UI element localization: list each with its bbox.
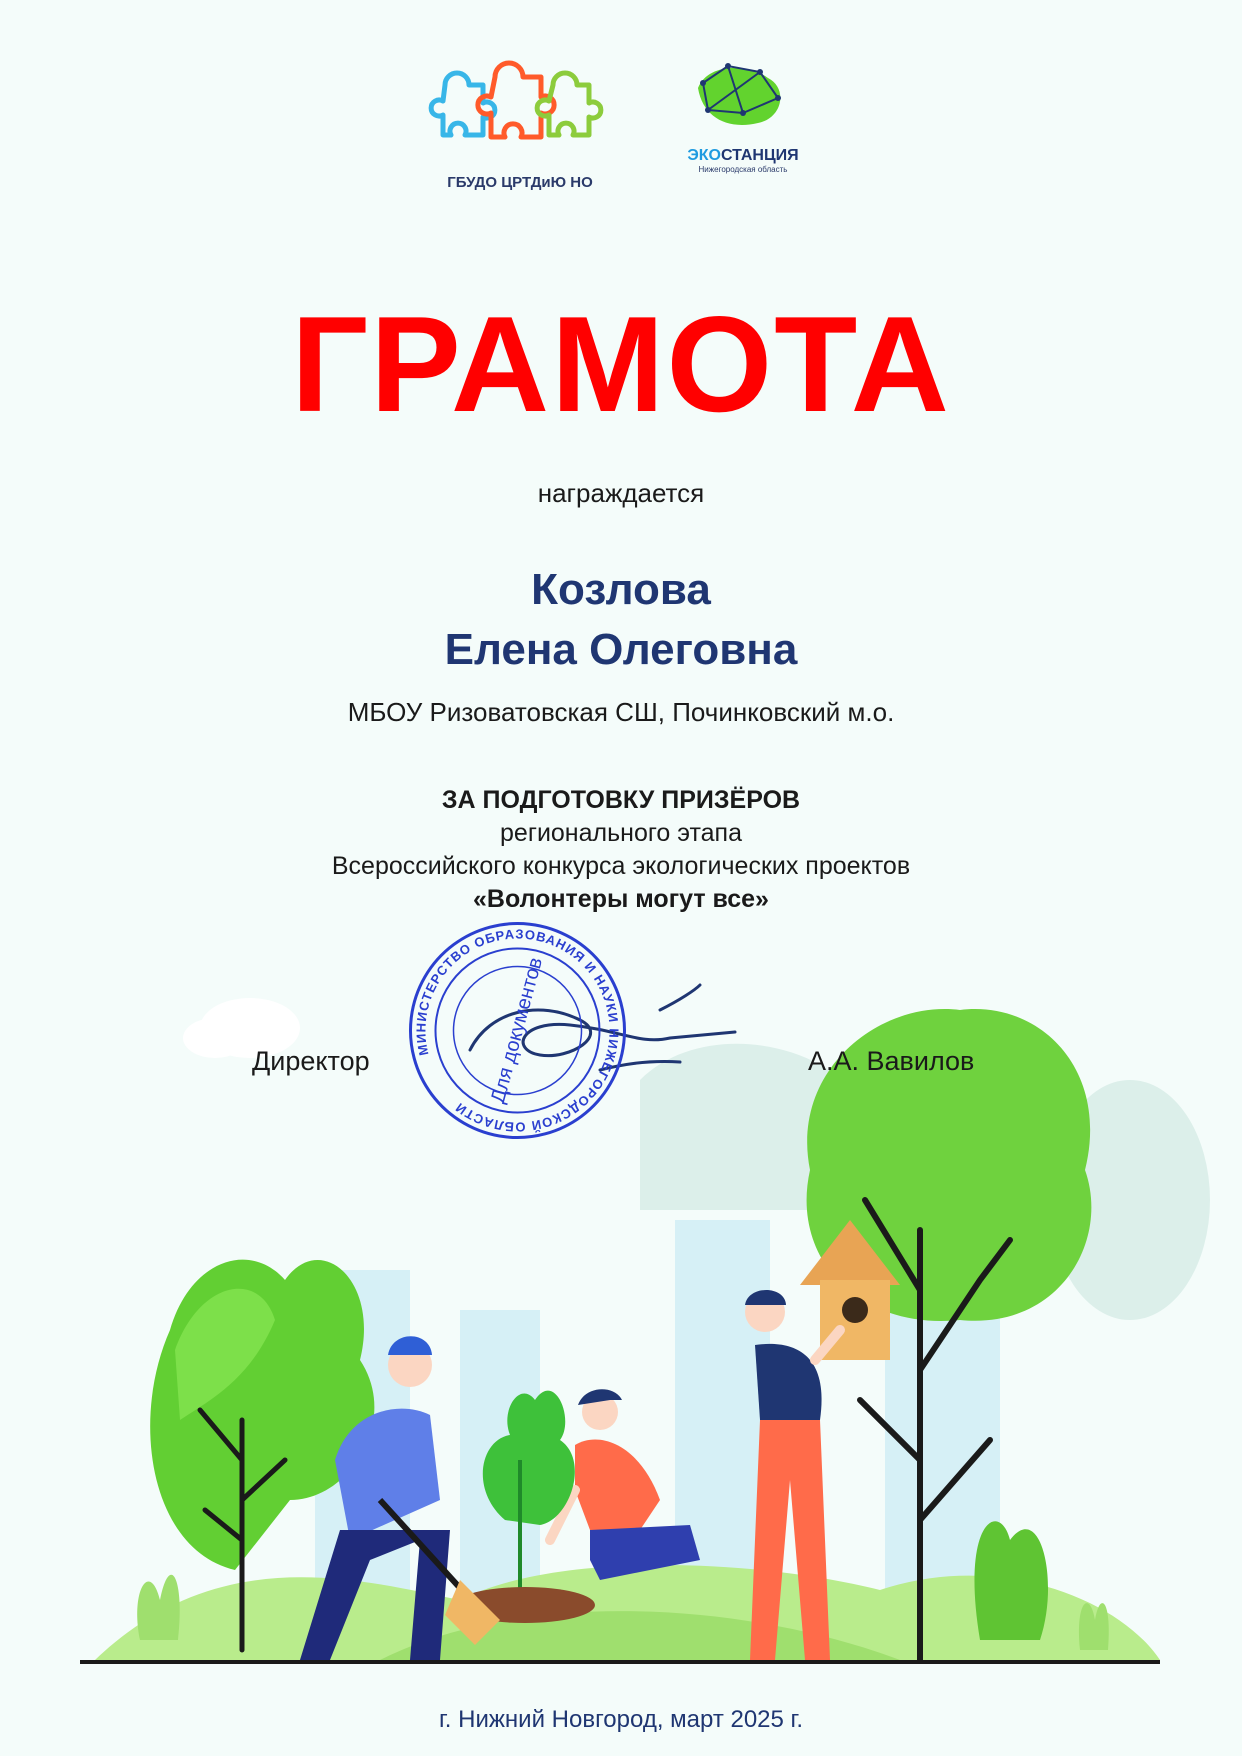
signer-name: А.А. Вавилов xyxy=(808,1046,975,1076)
director-position: Директор xyxy=(252,1046,370,1076)
recipient-given-names: Елена Олеговна xyxy=(444,625,798,674)
right-logo xyxy=(668,58,818,188)
recipient-organization: МБОУ Ризоватовская СШ, Починковский м.о. xyxy=(347,697,895,727)
right-logo-caption-prefix: ЭКО xyxy=(687,147,721,164)
award-reason: ЗА ПОДГОТОВКУ ПРИЗЁРОВ xyxy=(441,786,801,814)
left-logo-caption: ГБУДО ЦРТДиЮ НО xyxy=(447,174,593,191)
contest-stage: регионального этапа xyxy=(500,819,742,847)
right-logo-caption-main: СТАНЦИЯ xyxy=(720,147,799,164)
right-logo-caption xyxy=(668,147,818,165)
awarded-text: награждается xyxy=(537,478,705,508)
stamp-ring-text: МИНИСТЕРСТВО ОБРАЗОВАНИЯ И НАУКИ НИЖЕГОРОДСКОЙ ОБЛАСТИ xyxy=(413,926,622,1135)
certificate-title: ГРАМОТА xyxy=(291,288,951,440)
place-date: г. Нижний Новгород, март 2025 г. xyxy=(438,1706,804,1733)
left-logo xyxy=(425,55,615,191)
stamp-center-text: Для документов xyxy=(487,955,548,1106)
project-name: «Волонтеры могут все» xyxy=(473,885,769,913)
right-logo-subcaption: Нижегородская область xyxy=(698,165,788,174)
official-stamp xyxy=(405,918,630,1143)
contest-name: Всероссийского конкурса экологических проектов xyxy=(331,852,911,880)
recipient-surname: Козлова xyxy=(531,565,711,614)
eco-station-icon xyxy=(668,58,818,140)
puzzle-logo-icon xyxy=(425,55,615,167)
